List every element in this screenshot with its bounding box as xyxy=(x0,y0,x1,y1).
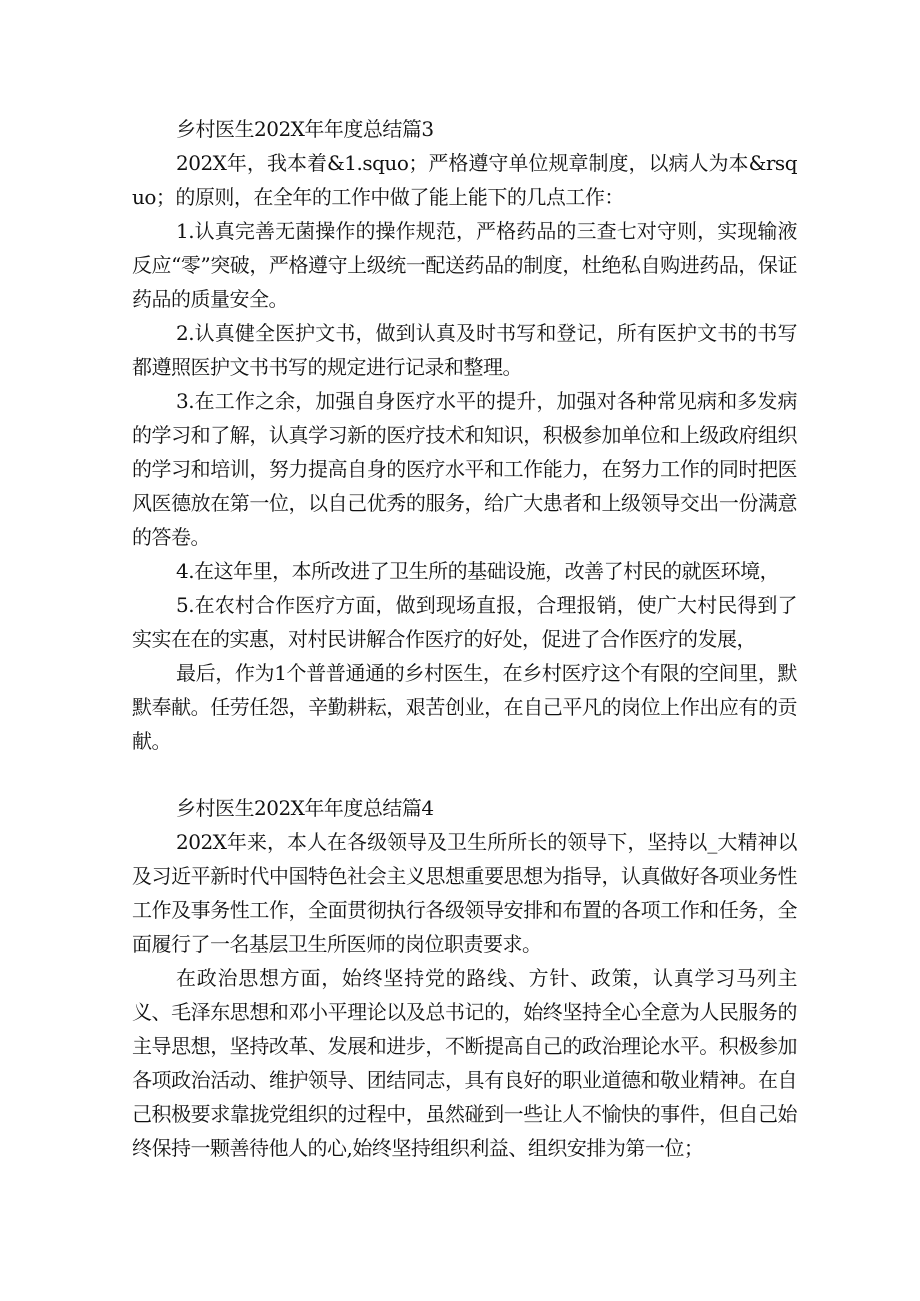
intro-paragraph: 202X年，我本着&1.squo；严格遵守单位规章制度，以病人为本&rsquo；的原则，在全年的工作中做了能上能下的几点工作： xyxy=(132,151,797,209)
item-paragraph-4: 4.在这年里，本所改进了卫生所的基础设施，改善了村民的就医环境， xyxy=(176,559,780,583)
item-paragraph-1: 1.认真完善无菌操作的操作规范，严格药品的三查七对守则，实现输液反应“零”突破，严格遵守上级统一配送药品的制度，杜绝私自购进药品，保证药品的质量安全。 xyxy=(132,219,797,311)
item-paragraph-2: 2.认真健全医护文书，做到认真及时书写和登记，所有医护文书的书写都遵照医护文书书写的规定进行记录和整理。 xyxy=(132,321,797,379)
intro-paragraph: 202X年来，本人在各级领导及卫生所所长的领导下，坚持以_大精神以及习近平新时代中国特色社会主义思想重要思想为指导，认真做好各项业务性工作及事务性工作，全面贯彻执行各级领导安排和布置的各项工作和任务，全面履行了一名基层卫生所医师的岗位职责要求。 xyxy=(132,830,797,956)
section-title: 乡村医生202X年年度总结篇4 xyxy=(176,796,434,820)
summary-section-3 xyxy=(132,112,797,758)
summary-section-4 xyxy=(132,791,797,1165)
item-paragraph-3: 3.在工作之余，加强自身医疗水平的提升，加强对各种常见病和多发病的学习和了解，认真学习新的医疗技术和知识，积极参加单位和上级政府组织的学习和培训，努力提高自身的医疗水平和工作能力，在努力工作的同时把医风医德放在第一位，以自己优秀的服务，给广大患者和上级领导交出一份满意的答卷。 xyxy=(132,389,797,549)
closing-paragraph: 最后，作为1个普普通通的乡村医生，在乡村医疗这个有限的空间里，默默奉献。任劳任怨，辛勤耕耘，艰苦创业，在自己平凡的岗位上作出应有的贡献。 xyxy=(132,661,797,753)
politics-paragraph: 在政治思想方面，始终坚持党的路线、方针、政策，认真学习马列主义、毛泽东思想和邓小平理论以及总书记的，始终坚持全心全意为人民服务的主导思想，坚持改革、发展和进步，不断提高自己的政治理论水平。积极参加各项政治活动、维护领导、团结同志，具有良好的职业道德和敬业精神。在自己积极要求靠拢党组织的过程中，虽然碰到一些让人不愉快的事件，但自己始终保持一颗善待他人的心,始终坚持组织利益、组织安排为第一位； xyxy=(132,966,797,1160)
item-paragraph-5: 5.在农村合作医疗方面，做到现场直报，合理报销，使广大村民得到了实实在在的实惠，对村民讲解合作医疗的好处，促进了合作医疗的发展， xyxy=(132,593,797,651)
section-title: 乡村医生202X年年度总结篇3 xyxy=(176,117,434,141)
